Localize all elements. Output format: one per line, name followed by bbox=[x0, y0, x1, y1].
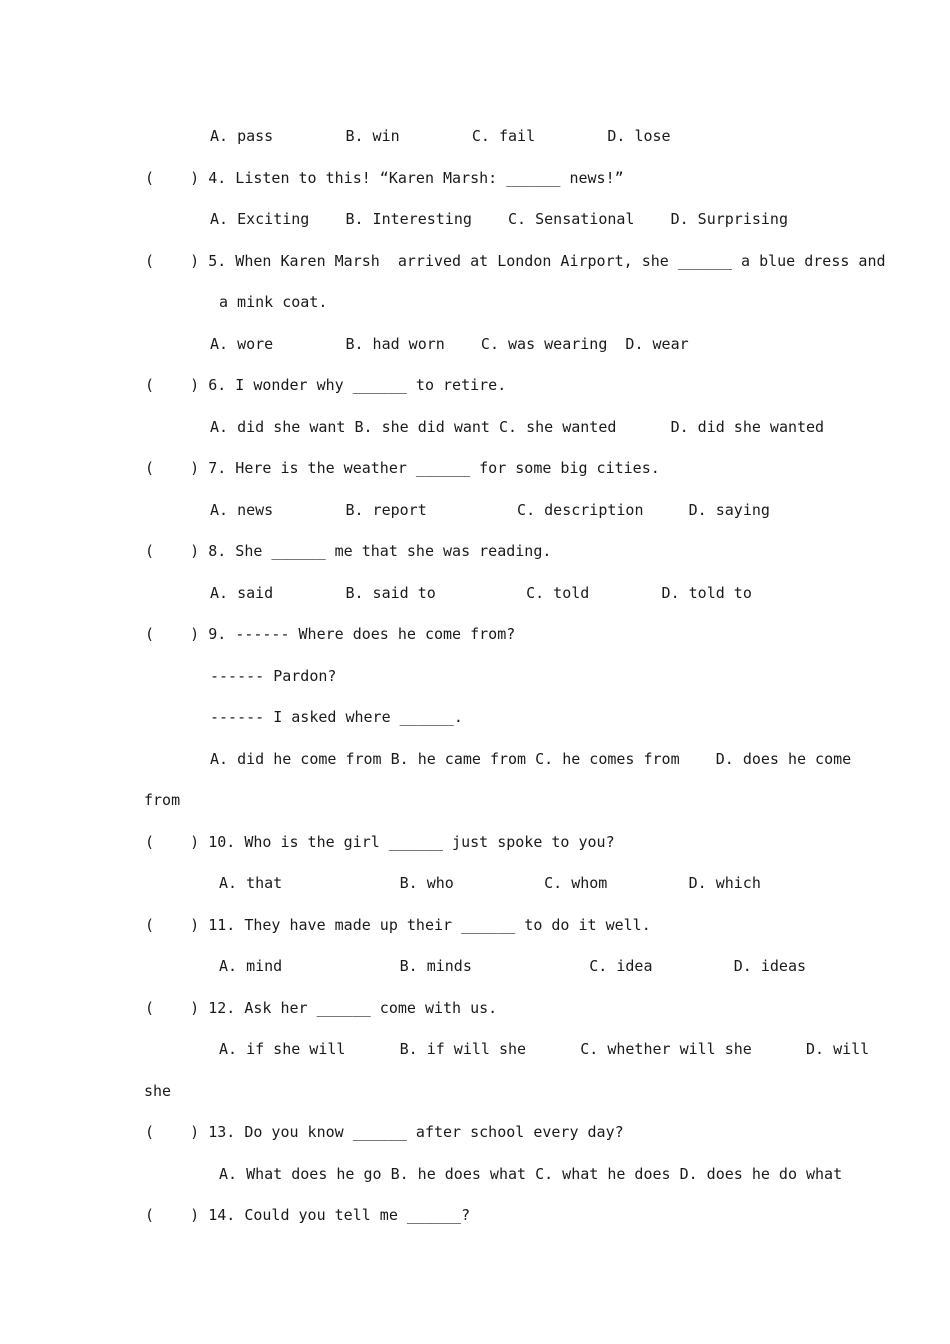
options-q9: A. did he come from B. he came from C. he comes from D. does he come bbox=[210, 750, 852, 768]
options-q12: A. if she will B. if will she C. whether will she D. will bbox=[219, 1040, 870, 1058]
question-11: ( ) 11. They have made up their ______ to do it well. bbox=[145, 916, 651, 934]
options-q12-continued: she bbox=[144, 1082, 172, 1100]
question-6: ( ) 6. I wonder why ______ to retire. bbox=[145, 376, 507, 394]
question-8: ( ) 8. She ______ me that she was reading. bbox=[145, 542, 552, 560]
question-9: ( ) 9. ------ Where does he come from? bbox=[145, 625, 516, 643]
options-q7: A. news B. report C. description D. saying bbox=[210, 501, 770, 519]
options-q10: A. that B. who C. whom D. which bbox=[219, 874, 761, 892]
question-5: ( ) 5. When Karen Marsh arrived at London Airport, she ______ a blue dress and bbox=[145, 252, 886, 270]
question-14: ( ) 14. Could you tell me ______? bbox=[145, 1206, 471, 1224]
options-q3: A. pass B. win C. fail D. lose bbox=[210, 127, 671, 145]
question-12: ( ) 12. Ask her ______ come with us. bbox=[145, 999, 498, 1017]
options-q11: A. mind B. minds C. idea D. ideas bbox=[219, 957, 806, 975]
options-q9-continued: from bbox=[144, 791, 181, 809]
question-7: ( ) 7. Here is the weather ______ for some big cities. bbox=[145, 459, 660, 477]
options-q6: A. did she want B. she did want C. she wanted D. did she wanted bbox=[210, 418, 825, 436]
question-4: ( ) 4. Listen to this! “Karen Marsh: ______ news!” bbox=[145, 169, 624, 187]
question-5-continued: a mink coat. bbox=[219, 293, 328, 311]
options-q13: A. What does he go B. he does what C. what he does D. does he do what bbox=[219, 1165, 843, 1183]
options-q4: A. Exciting B. Interesting C. Sensational D. Surprising bbox=[210, 210, 788, 228]
question-9-dialogue-2: ------ I asked where ______. bbox=[210, 708, 463, 726]
question-13: ( ) 13. Do you know ______ after school every day? bbox=[145, 1123, 624, 1141]
question-9-dialogue-1: ------ Pardon? bbox=[210, 667, 337, 685]
options-q8: A. said B. said to C. told D. told to bbox=[210, 584, 752, 602]
question-10: ( ) 10. Who is the girl ______ just spoke to you? bbox=[145, 833, 615, 851]
options-q5: A. wore B. had worn C. was wearing D. wear bbox=[210, 335, 689, 353]
